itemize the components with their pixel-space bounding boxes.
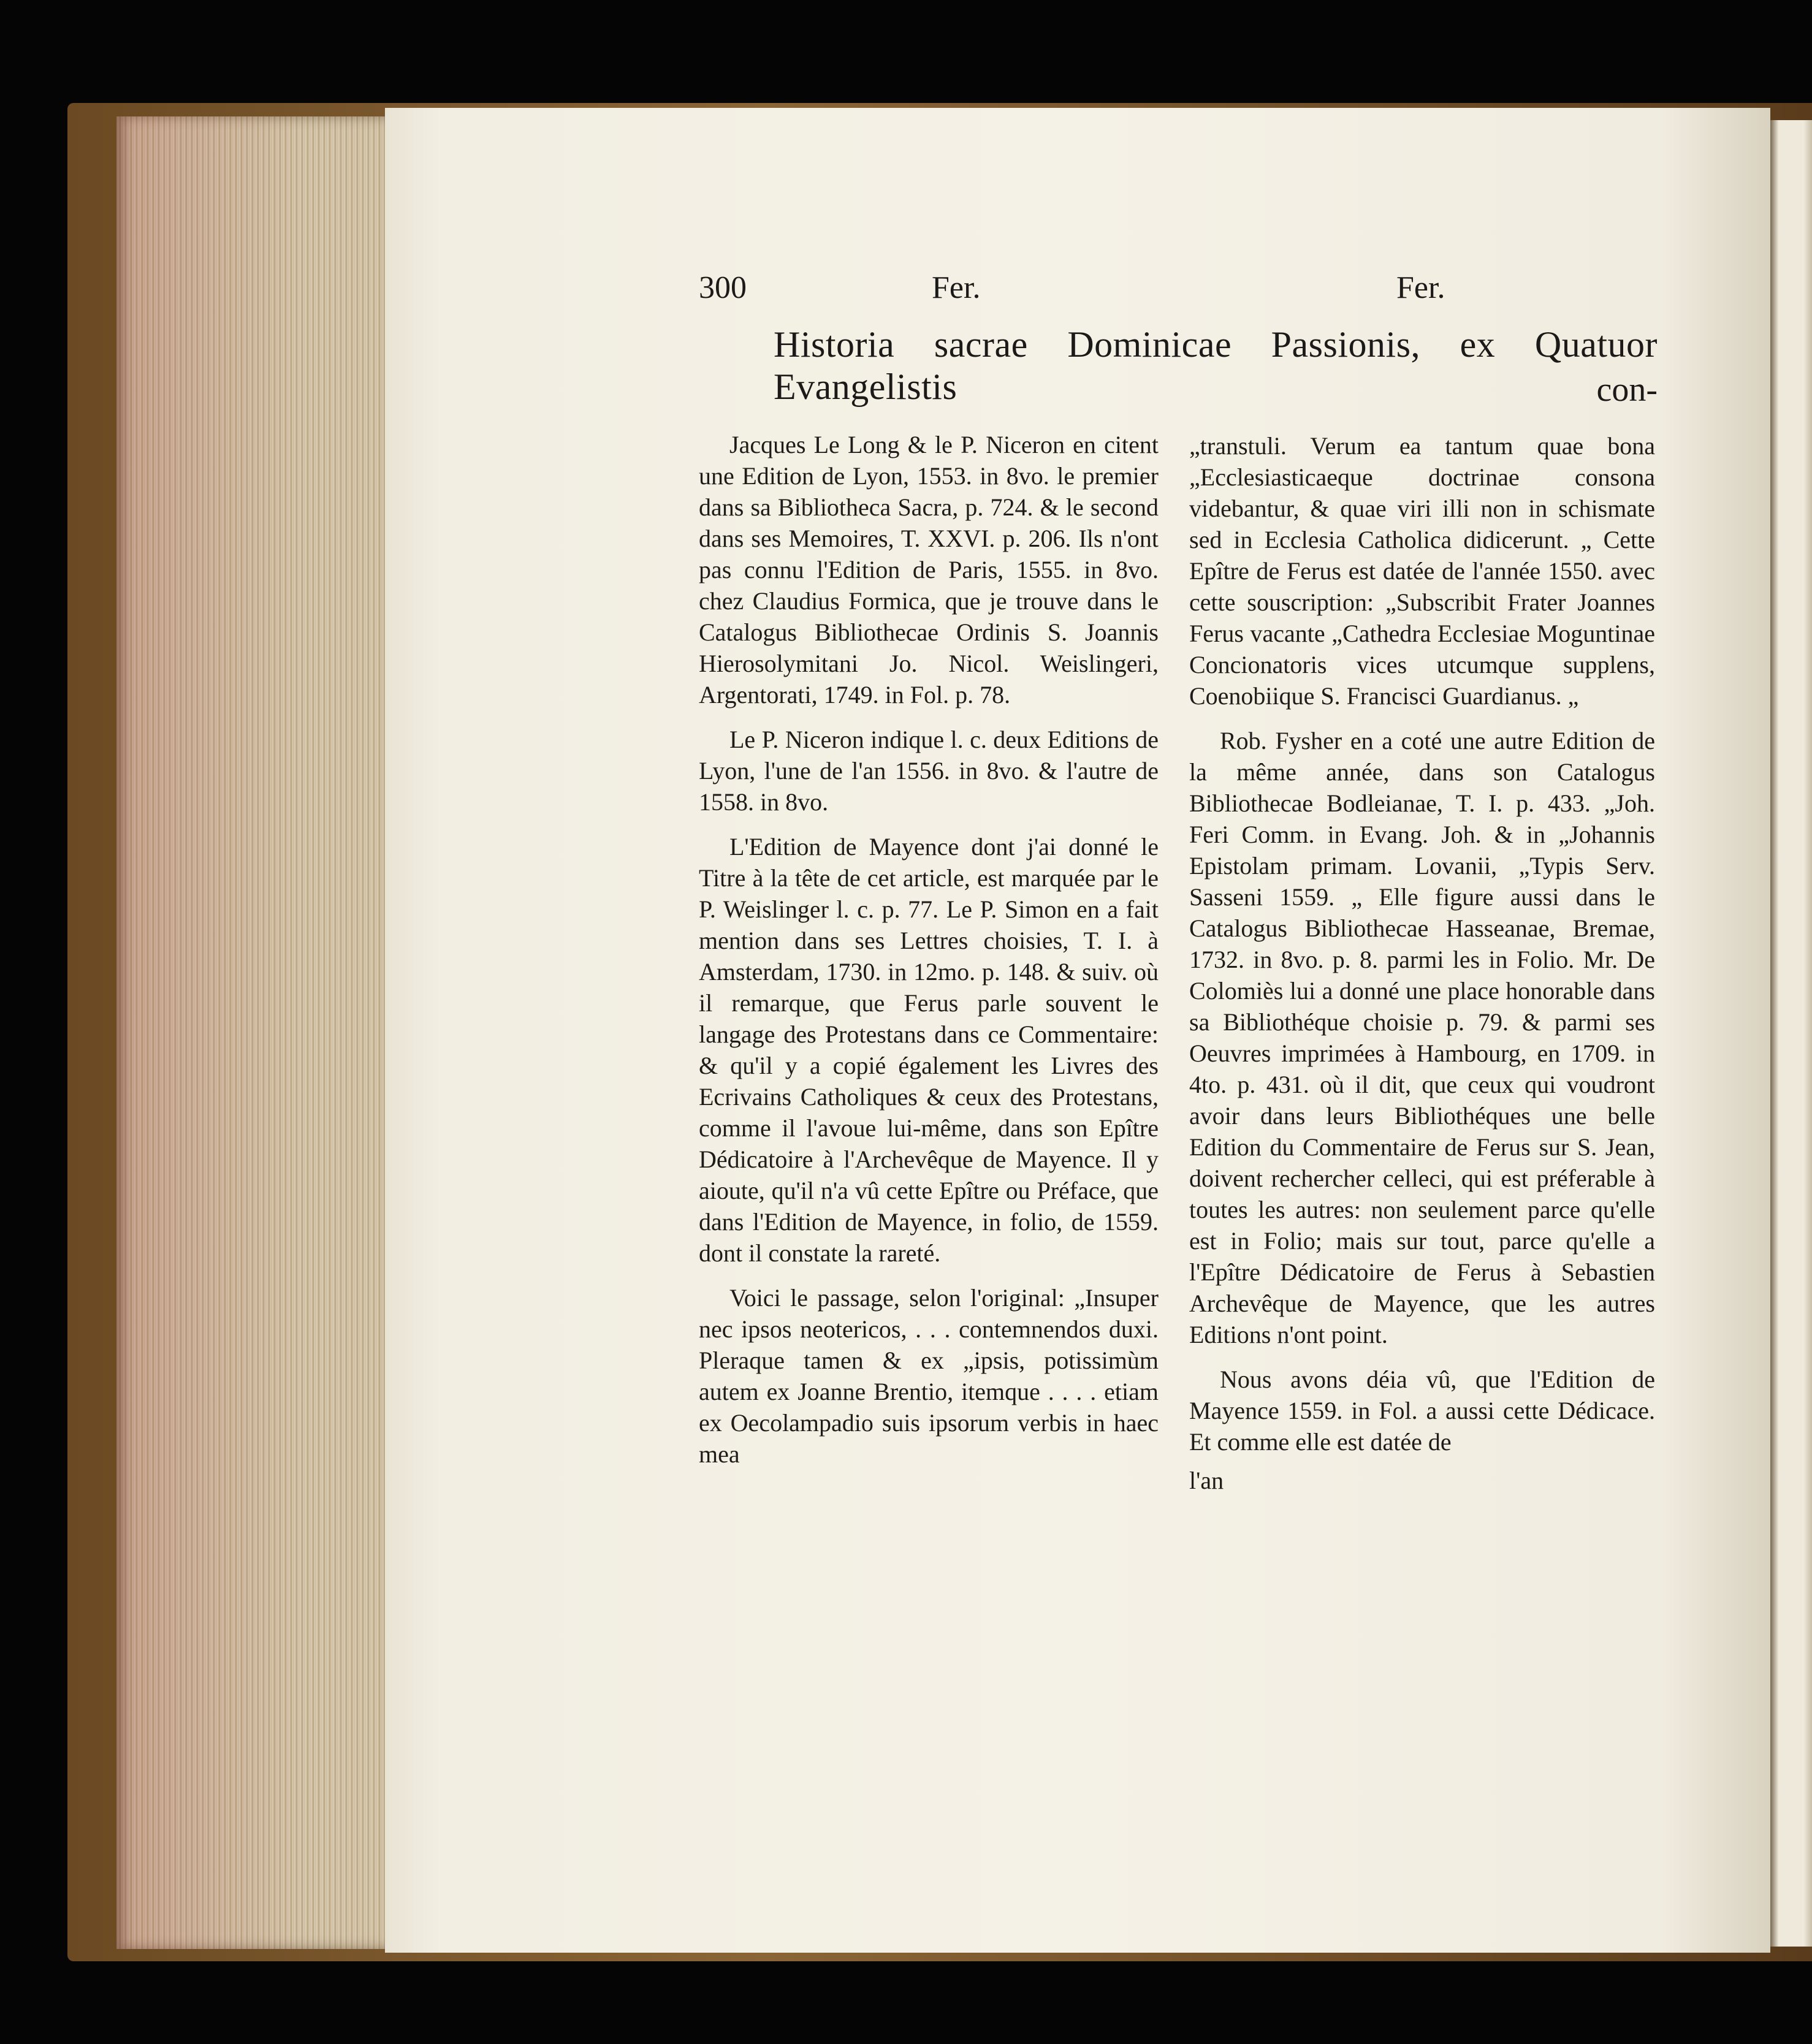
page-block-edge <box>116 116 386 1949</box>
left-paragraph-3: L'Edition de Mayence dont j'ai donné le Titre à la tête de cet article, est marquée par le P. Weislinger l. c. p. 77. Le P. Simon en a fait mention dans ses Lettres choisies, T. I. à Amsterdam, 1730. in 12mo. p. 148. & suiv. où il remarque, que Ferus parle souvent le langage des Protestans dans ce Commentaire: & qu'il y a copié également les Livres des Ecrivains Catholiques & ceux des Protestans, comme il l'avoue lui-même, dans son Epître Dédicatoire à l'Archevêque de Mayence. Il y aioute, qu'il n'a vû cette Epître ou Préface, que dans l'Edition de Mayence, in folio, de 1559. dont il constate la rareté. <box>699 833 1159 1267</box>
entry-title: Historia sacrae Dominicae Passionis, ex Quatuor Evangelistis <box>774 324 1658 407</box>
left-column <box>699 429 1159 1483</box>
right-paragraph-2: Rob. Fysher en a coté une autre Edition de la même année, dans son Catalogus Bibliothecae Bodleianae, T. I. p. 433. „Joh. Feri Comm. in Evang. Joh. & in „Johannis Epistolam primam. Lovanii, „Typis Serv. Sasseni 1559. „ Elle figure aussi dans le Catalogus Bibliothecae Hasseanae, Bremae, 1732. in 8vo. p. 8. parmi les in Folio. Mr. De Colomiès lui a donné une place honorable dans sa Bibliothéque choisie p. 79. & parmi ses Oeuvres imprimées à Hambourg, en 1709. in 4to. p. 431. où il dit, que ceux qui voudront avoir dans leurs Bibliothéques une belle Edition du Commentaire de Ferus sur S. Jean, doivent rechercher celleci, qui est préferable à toutes les autres: non seulement parce qu'elle est in Folio; mais sur tout, parce qu'elle a l'Epître Dédicatoire de Ferus à Sebastien Archevêque de Mayence, que les autres Editions n'ont point. <box>1189 727 1655 1348</box>
right-paragraph-1: „transtuli. Verum ea tantum quae bona „Ecclesiasticaeque doctrinae consona videbantur, & quae viri illi non in schismate sed in Ecclesia Catholica didicerunt. „ Cette Epître de Ferus est datée de l'année 1550. avec cette souscription: „Subscribit Frater Joannes Ferus vacante „Cathedra Ecclesiae Moguntinae Concionatoris vices utcumque supplens, Coenobiique S. Francisci Guardianus. „ <box>1189 432 1655 710</box>
entry-title-continuation: con- <box>1596 371 1658 409</box>
facing-page-edge <box>1770 120 1812 1947</box>
left-paragraph-4: Voici le passage, selon l'original: „Insuper nec ipsos neotericos, . . . contemnendos duxi. Pleraque tamen & ex „ipsis, potissimùm autem ex Joanne Brentio, itemque . . . . etiam ex Oecolampadio suis ipsorum verbis in haec mea <box>699 1284 1159 1468</box>
running-head-right: Fer. <box>1396 270 1445 305</box>
left-paragraph-1: Jacques Le Long & le P. Niceron en citent une Edition de Lyon, 1553. in 8vo. le premier dans sa Bibliotheca Sacra, p. 724. & le second dans ses Memoires, T. XXVI. p. 206. Ils n'ont pas connu l'Edition de Paris, 1555. in 8vo. chez Claudius Formica, que je trouve dans le Catalogus Bibliothecae Ordinis S. Joannis Hierosolymitani Jo. Nicol. Weislingeri, Argentorati, 1749. in Fol. p. 78. <box>699 431 1159 709</box>
catchword: l'an <box>1189 1467 1224 1494</box>
right-column <box>1189 430 1655 1510</box>
right-paragraph-3: Nous avons déia vû, que l'Edition de Mayence 1559. in Fol. a aussi cette Dédicace. Et comme elle est datée de <box>1189 1366 1655 1456</box>
running-head-left: Fer. <box>932 270 981 305</box>
left-paragraph-2: Le P. Niceron indique l. c. deux Editions de Lyon, l'une de l'an 1556. in 8vo. & l'autre de 1558. in 8vo. <box>699 726 1159 816</box>
page-number: 300 <box>699 270 747 305</box>
